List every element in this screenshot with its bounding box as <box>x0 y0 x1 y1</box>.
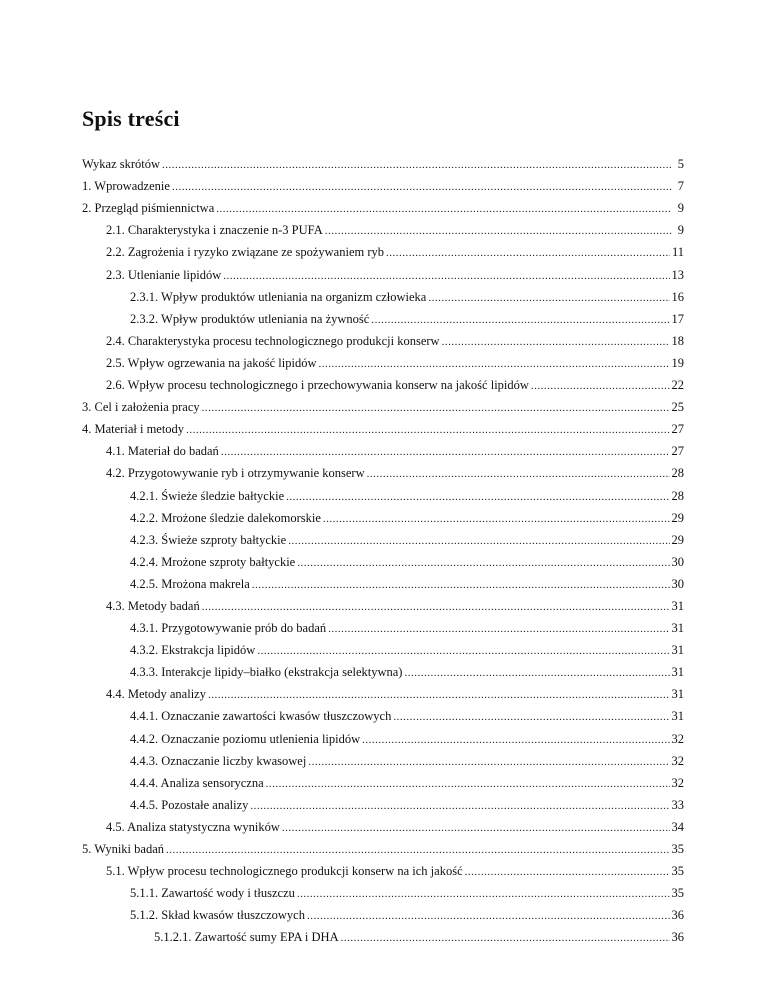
toc-entry-page-number: 28 <box>671 466 684 481</box>
toc-entry[interactable] <box>82 526 684 548</box>
dot-leader <box>202 399 670 415</box>
dot-leader <box>250 797 669 813</box>
toc-entry-page-number: 30 <box>671 576 684 591</box>
toc-entry-label: 4.3. Metody badań <box>106 598 200 613</box>
dot-leader <box>221 443 670 459</box>
toc-entry-page-number: 19 <box>671 355 684 370</box>
toc-entry-label: 4.4. Metody analizy <box>106 687 206 702</box>
toc-entry-page-number: 33 <box>671 797 684 812</box>
toc-entry[interactable] <box>82 504 684 526</box>
toc-entry-page-number: 17 <box>671 311 684 326</box>
toc-entry[interactable] <box>82 636 684 658</box>
dot-leader <box>341 929 670 945</box>
table-of-contents <box>82 150 684 945</box>
toc-entry-page-number: 16 <box>671 289 684 304</box>
dot-leader <box>223 267 669 283</box>
toc-entry-label: 2.3. Utlenianie lipidów <box>106 267 222 282</box>
toc-entry[interactable] <box>82 570 684 592</box>
toc-entry-label: 4.2.2. Mrożone śledzie dalekomorskie <box>130 510 321 525</box>
toc-entry-label: 4.4.1. Oznaczanie zawartości kwasów tłuszczowych <box>130 709 392 724</box>
toc-entry[interactable] <box>82 371 684 393</box>
toc-entry-label: 2.6. Wpływ procesu technologicznego i przechowywania konserw na jakość lipidów <box>106 378 529 393</box>
toc-entry-label: 2.2. Zagrożenia i ryzyko związane ze spożywaniem ryb <box>106 245 385 260</box>
toc-entry[interactable] <box>82 658 684 680</box>
toc-entry-label: 4.4.5. Pozostałe analizy <box>130 797 249 812</box>
toc-entry-page-number: 31 <box>671 621 684 636</box>
toc-entry-label: 5. Wyniki badań <box>82 842 164 856</box>
toc-entry-page-number: 9 <box>677 223 684 238</box>
dot-leader <box>428 289 669 305</box>
toc-entry[interactable] <box>82 857 684 879</box>
dot-leader <box>257 642 669 658</box>
dot-leader <box>325 222 672 238</box>
toc-entry-page-number: 35 <box>671 886 684 901</box>
toc-entry[interactable] <box>82 305 684 327</box>
toc-entry-page-number: 28 <box>671 488 684 503</box>
toc-entry-label: 4.4.3. Oznaczanie liczby kwasowej <box>130 753 307 768</box>
toc-entry[interactable] <box>82 769 684 791</box>
toc-entry-label: Wykaz skrótów <box>82 157 161 172</box>
toc-entry-page-number: 31 <box>671 598 684 613</box>
toc-entry-page-number: 34 <box>671 819 684 834</box>
dot-leader <box>252 576 670 592</box>
toc-entry-label: 4.1. Materiał do badań <box>106 444 219 459</box>
toc-entry-page-number: 31 <box>671 665 684 680</box>
toc-entry-label: 2. Przegląd piśmiennictwa <box>82 201 215 216</box>
toc-entry[interactable] <box>82 194 684 216</box>
toc-entry[interactable] <box>82 923 684 945</box>
dot-leader <box>282 819 670 835</box>
toc-entry-label: 4.3.1. Przygotowywanie prób do badań <box>130 621 327 636</box>
toc-entry-page-number: 35 <box>671 864 684 879</box>
toc-entry[interactable] <box>82 283 684 305</box>
toc-entry[interactable] <box>82 724 684 746</box>
toc-entry-label: 4.2. Przygotowywanie ryb i otrzymywanie konserw <box>106 466 365 481</box>
toc-entry[interactable] <box>82 901 684 923</box>
toc-entry-label: 4. Materiał i metody <box>82 422 185 437</box>
dot-leader <box>202 598 670 614</box>
toc-entry[interactable] <box>82 702 684 724</box>
toc-entry-label: 4.2.3. Świeże szproty bałtyckie <box>130 532 287 547</box>
toc-entry-page-number: 7 <box>677 179 684 194</box>
dot-leader <box>371 311 669 327</box>
toc-entry-page-number: 29 <box>671 510 684 525</box>
toc-entry[interactable] <box>82 835 684 857</box>
dot-leader <box>393 708 669 724</box>
toc-entry-page-number: 31 <box>671 709 684 724</box>
toc-entry[interactable] <box>82 548 684 570</box>
toc-entry[interactable] <box>82 260 684 282</box>
dot-leader <box>308 753 669 769</box>
toc-entry-label: 4.3.3. Interakcje lipidy–białko (ekstrakcja selektywna) <box>130 665 403 680</box>
dot-leader <box>288 532 669 548</box>
toc-entry-page-number: 30 <box>671 554 684 569</box>
toc-entry[interactable] <box>82 216 684 238</box>
dot-leader <box>286 488 669 504</box>
dot-leader <box>307 907 670 923</box>
toc-entry-label: 2.1. Charakterystyka i znaczenie n-3 PUFA <box>106 223 323 238</box>
toc-entry-page-number: 25 <box>671 400 684 415</box>
toc-entry-page-number: 9 <box>677 201 684 216</box>
toc-entry[interactable] <box>82 327 684 349</box>
dot-leader <box>186 421 669 437</box>
toc-entry[interactable] <box>82 481 684 503</box>
toc-entry[interactable] <box>82 393 684 415</box>
toc-entry[interactable] <box>82 680 684 702</box>
dot-leader <box>531 377 670 393</box>
toc-entry-label: 4.2.1. Świeże śledzie bałtyckie <box>130 488 285 503</box>
toc-entry-label: 1. Wprowadzenie <box>82 179 170 194</box>
toc-entry[interactable] <box>82 238 684 260</box>
toc-entry-label: 2.4. Charakterystyka procesu technologicznego produkcji konserw <box>106 333 440 348</box>
dot-leader <box>323 510 670 526</box>
toc-entry-label: 2.3.1. Wpływ produktów utleniania na organizm człowieka <box>130 289 427 304</box>
toc-entry-page-number: 36 <box>671 908 684 923</box>
dot-leader <box>465 863 670 879</box>
toc-entry[interactable] <box>82 437 684 459</box>
dot-leader <box>266 775 670 791</box>
toc-entry-page-number: 35 <box>671 842 684 856</box>
toc-entry-page-number: 31 <box>671 643 684 658</box>
dot-leader <box>328 620 669 636</box>
toc-entry-page-number: 32 <box>671 731 684 746</box>
toc-entry-label: 2.5. Wpływ ogrzewania na jakość lipidów <box>106 355 317 370</box>
toc-entry[interactable] <box>82 150 684 172</box>
dot-leader <box>297 885 670 901</box>
toc-entry[interactable] <box>82 747 684 769</box>
toc-entry-page-number: 13 <box>671 267 684 282</box>
toc-entry-page-number: 27 <box>671 444 684 459</box>
toc-entry[interactable] <box>82 614 684 636</box>
toc-entry[interactable] <box>82 415 684 437</box>
toc-entry-label: 4.4.2. Oznaczanie poziomu utlenienia lipidów <box>130 731 361 746</box>
dot-leader <box>386 244 670 260</box>
toc-entry-label: 3. Cel i założenia pracy <box>82 400 200 415</box>
toc-entry[interactable] <box>82 592 684 614</box>
dot-leader <box>172 178 672 194</box>
toc-entry-page-number: 29 <box>671 532 684 547</box>
dot-leader <box>318 355 669 371</box>
toc-entry-label: 4.5. Analiza statystyczna wyników <box>106 819 280 834</box>
dot-leader <box>216 200 672 216</box>
dot-leader <box>297 554 669 570</box>
toc-entry-page-number: 32 <box>671 775 684 790</box>
toc-entry-label: 4.2.4. Mrożone szproty bałtyckie <box>130 554 296 569</box>
page-title: Spis treści <box>82 106 180 131</box>
dot-leader <box>166 841 670 857</box>
dot-leader <box>442 333 670 349</box>
dot-leader <box>404 664 669 680</box>
toc-entry-page-number: 5 <box>677 157 684 172</box>
toc-entry-page-number: 27 <box>671 422 684 437</box>
toc-entry-page-number: 36 <box>671 930 684 945</box>
dot-leader <box>208 686 670 702</box>
toc-entry[interactable] <box>82 172 684 194</box>
toc-entry-label: 5.1.2. Skład kwasów tłuszczowych <box>130 908 305 923</box>
toc-entry[interactable] <box>82 791 684 813</box>
toc-entry-label: 5.1.2.1. Zawartość sumy EPA i DHA <box>154 930 339 945</box>
toc-entry-page-number: 31 <box>671 687 684 702</box>
toc-entry-label: 5.1. Wpływ procesu technologicznego produkcji konserw na ich jakość <box>106 864 463 879</box>
toc-entry-page-number: 32 <box>671 753 684 768</box>
toc-entry-page-number: 18 <box>671 333 684 348</box>
toc-entry-label: 4.2.5. Mrożona makrela <box>130 576 250 591</box>
toc-entry-label: 2.3.2. Wpływ produktów utleniania na żywność <box>130 311 370 326</box>
dot-leader <box>162 156 672 172</box>
toc-entry[interactable] <box>82 879 684 901</box>
toc-entry-page-number: 11 <box>671 245 684 260</box>
toc-entry[interactable] <box>82 349 684 371</box>
dot-leader <box>362 731 669 747</box>
toc-entry-label: 5.1.1. Zawartość wody i tłuszczu <box>130 886 295 901</box>
toc-entry-page-number: 22 <box>671 378 684 393</box>
toc-entry[interactable] <box>82 813 684 835</box>
toc-entry-label: 4.3.2. Ekstrakcja lipidów <box>130 643 256 658</box>
toc-entry[interactable] <box>82 459 684 481</box>
toc-entry-label: 4.4.4. Analiza sensoryczna <box>130 775 264 790</box>
dot-leader <box>367 465 670 481</box>
